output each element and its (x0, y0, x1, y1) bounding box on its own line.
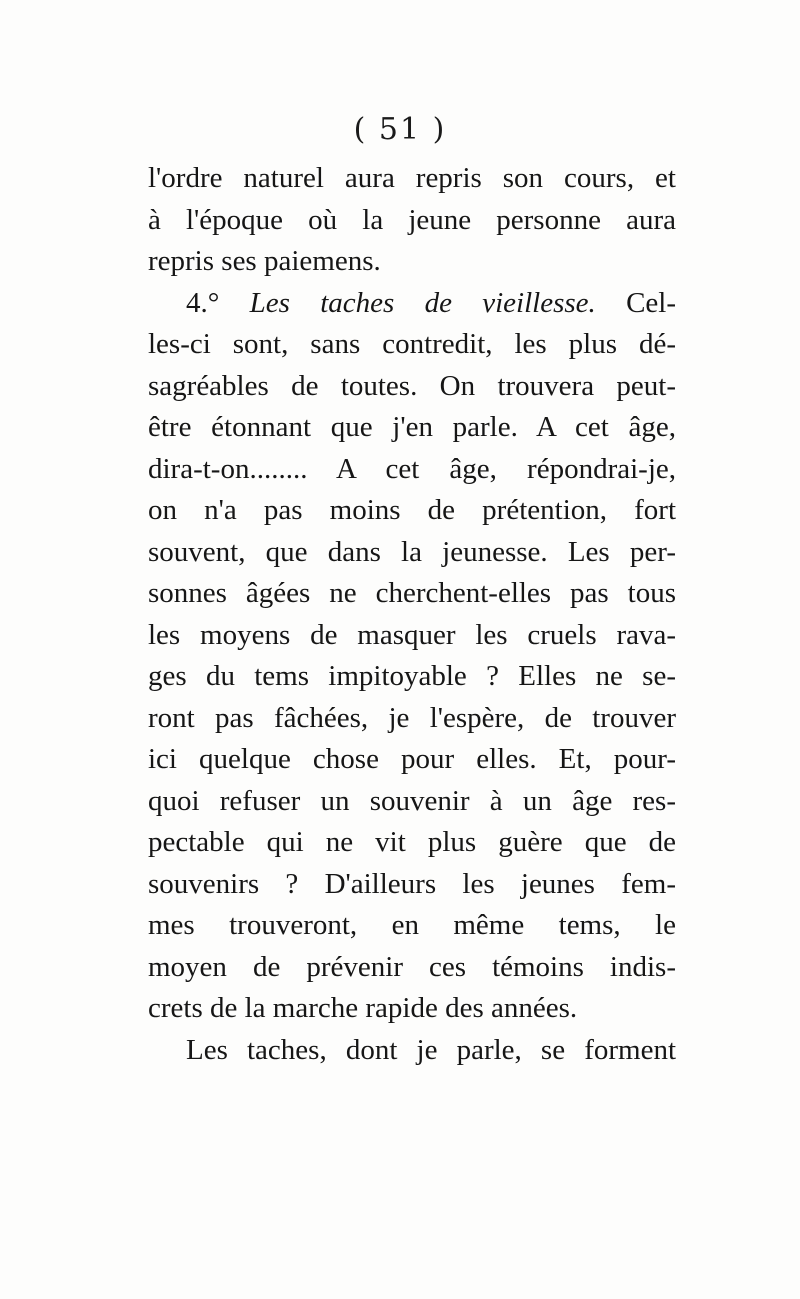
text-line-9: on n'a pas moins de prétention, fort (148, 494, 676, 526)
text-line-1: l'ordre naturel aura repris son cours, et (148, 162, 676, 194)
text-line-12: les moyens de masquer les cruels rava- (148, 618, 676, 651)
text-line-7: être étonnant que j'en parle. A cet âge, (148, 411, 676, 443)
text-line-20: moyen de prévenir ces témoins indis- (148, 950, 676, 983)
text-line-22: Les taches, dont je parle, se forment (186, 1033, 676, 1066)
text-line-10: souvent, que dans la jeunesse. Les per- (148, 535, 676, 568)
text-line-19: mes trouveront, en même tems, le (148, 909, 676, 941)
text-line-2: à l'époque où la jeune personne aura (148, 203, 676, 236)
text-line-8: dira-t-on........ A cet âge, répondrai-je, (148, 452, 676, 485)
text-line-14: ront pas fâchées, je l'espère, de trouver (148, 701, 676, 734)
text-line-17: pectable qui ne vit plus guère que de (148, 826, 676, 858)
section-title: Les taches de vieillesse. (249, 286, 596, 319)
text-line-11: sonnes âgées ne cherchent-elles pas tous (148, 577, 676, 609)
text-line-5: les-ci sont, sans contredit, les plus dé- (148, 328, 676, 360)
section-number: 4.° (186, 286, 250, 319)
text-line-21: crets de la marche rapide des années. (148, 992, 578, 1024)
body-text (148, 158, 676, 1071)
text-line-15: ici quelque chose pour elles. Et, pour- (148, 743, 676, 775)
text-line-16: quoi refuser un souvenir à un âge res- (148, 784, 676, 817)
text-line-6: sagréables de toutes. On trouvera peut- (148, 369, 676, 402)
section-continuation: Cel- (595, 286, 676, 319)
text-line-3: repris ses paiemens. (148, 245, 381, 277)
text-line-18: souvenirs ? D'ailleurs les jeunes fem- (148, 867, 676, 900)
page-number: ( 51 ) (353, 112, 447, 147)
section-heading-line (148, 283, 676, 325)
text-line-13: ges du tems impitoyable ? Elles ne se- (148, 660, 676, 692)
